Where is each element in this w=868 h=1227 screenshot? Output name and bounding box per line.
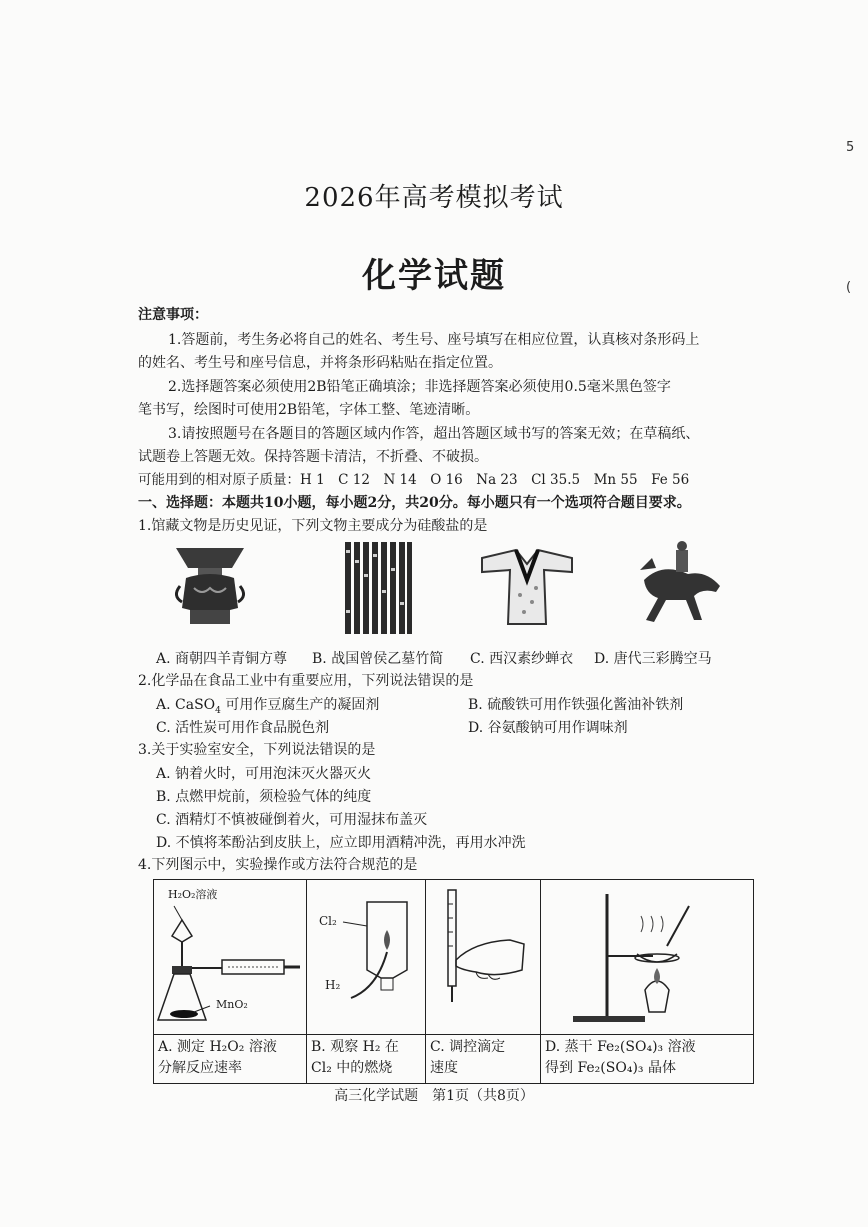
q1-stem: 1.馆藏文物是历史见证，下列文物主要成分为硅酸盐的是 bbox=[138, 518, 488, 534]
notice-item-3b: 试题卷上答题无效。保持答题卡清洁，不折叠、不破损。 bbox=[138, 449, 488, 465]
q2-option-b: B. 硫酸铁可用作铁强化酱油补铁剂 bbox=[468, 697, 684, 713]
notice-item-1b: 的姓名、考生号和座号信息，并将条形码粘贴在指定位置。 bbox=[138, 355, 502, 371]
q2-option-a-post: 可用作豆腐生产的凝固剂 bbox=[225, 697, 380, 713]
q3-option-a: A. 钠着火时，可用泡沫灭火器灭火 bbox=[156, 766, 372, 782]
q2-option-d: D. 谷氨酸钠可用作调味剂 bbox=[468, 720, 628, 736]
q2-option-a-pre: A. CaSO bbox=[156, 697, 216, 713]
label-cl2: Cl₂ bbox=[319, 914, 337, 928]
q4-caption-b-line2: Cl₂ 中的燃烧 bbox=[311, 1060, 393, 1076]
label-mno2: MnO₂ bbox=[216, 998, 248, 1011]
q4-caption-a bbox=[154, 1035, 307, 1084]
q4-caption-c bbox=[426, 1035, 541, 1084]
page-footer: 高三化学试题 第1页（共8页） bbox=[334, 1088, 534, 1104]
q1-option-d: D. 唐代三彩腾空马 bbox=[594, 651, 712, 667]
q1-option-b: B. 战国曾侯乙墓竹简 bbox=[312, 651, 444, 667]
label-h2o2: H₂O₂溶液 bbox=[168, 888, 218, 901]
silk-robe-image bbox=[480, 540, 574, 630]
q2-option-a-sub: 4 bbox=[215, 705, 221, 716]
q4-caption-c-line1: C. 调控滴定 bbox=[430, 1039, 506, 1055]
atomic-masses: 可能用到的相对原子质量：H 1 C 12 N 14 O 16 Na 23 Cl 35.5 Mn 55 Fe 56 bbox=[138, 472, 690, 488]
subject-title: 化学试题 bbox=[362, 256, 506, 296]
q3-option-b: B. 点燃甲烷前，须检验气体的纯度 bbox=[156, 789, 372, 805]
sancai-horse-image bbox=[632, 540, 728, 630]
q4-stem: 4.下列图示中，实验操作或方法符合规范的是 bbox=[138, 857, 418, 873]
q2-option-a bbox=[156, 694, 379, 716]
notice-item-2a: 2.选择题答案必须使用2B铅笔正确填涂；非选择题答案必须使用0.5毫米黑色签字 bbox=[168, 379, 671, 395]
q3-stem: 3.关于实验室安全，下列说法错误的是 bbox=[138, 742, 376, 758]
notice-heading: 注意事项： bbox=[138, 307, 208, 323]
q4-caption-d bbox=[541, 1035, 754, 1084]
q4-figure-table bbox=[153, 879, 754, 1084]
page-edge-mark-mid: ( bbox=[846, 280, 852, 295]
q4-caption-b bbox=[307, 1035, 426, 1084]
notice-item-3a: 3.请按照题号在各题目的答题区域内作答，超出答题区域书写的答案无效；在草稿纸、 bbox=[168, 426, 700, 442]
q4-caption-a-line1: A. 测定 H₂O₂ 溶液 bbox=[158, 1039, 277, 1055]
q4-caption-d-line1: D. 蒸干 Fe₂(SO₄)₃ 溶液 bbox=[545, 1039, 696, 1055]
q2-option-c: C. 活性炭可用作食品脱色剂 bbox=[156, 720, 330, 736]
q3-option-d: D. 不慎将苯酚沾到皮肤上，应立即用酒精冲洗，再用水冲洗 bbox=[156, 835, 526, 851]
q4-caption-b-line1: B. 观察 H₂ 在 bbox=[311, 1039, 399, 1055]
notice-item-2b: 笔书写，绘图时可使用2B铅笔，字体工整、笔迹清晰。 bbox=[138, 402, 480, 418]
apparatus-gas-bottle bbox=[307, 880, 425, 1030]
bronze-zun-image bbox=[172, 540, 248, 630]
q4-caption-c-line2: 速度 bbox=[430, 1060, 458, 1076]
section-1-heading: 一、选择题：本题共10小题，每小题2分，共20分。每小题只有一个选项符合题目要求。 bbox=[138, 495, 691, 511]
apparatus-evaporating-dish bbox=[541, 880, 753, 1030]
bamboo-slips-image bbox=[343, 540, 413, 636]
q4-figure-c bbox=[426, 880, 541, 1035]
q4-figure-b bbox=[307, 880, 426, 1035]
apparatus-burette-hand bbox=[426, 880, 540, 1030]
notice-item-1a: 1.答题前，考生务必将自己的姓名、考生号、座号填写在相应位置，认真核对条形码上 bbox=[168, 332, 700, 348]
label-h2: H₂ bbox=[325, 978, 341, 992]
q4-caption-d-line2: 得到 Fe₂(SO₄)₃ 晶体 bbox=[545, 1060, 676, 1076]
page-edge-mark-top: 5 bbox=[846, 140, 855, 155]
q2-stem: 2.化学品在食品工业中有重要应用，下列说法错误的是 bbox=[138, 673, 474, 689]
q4-figure-d bbox=[541, 880, 754, 1035]
exam-title: 2026年高考模拟考试 bbox=[304, 183, 564, 213]
q1-option-c: C. 西汉素纱蝉衣 bbox=[470, 651, 574, 667]
q1-option-a: A. 商朝四羊青铜方尊 bbox=[156, 651, 288, 667]
q3-option-c: C. 酒精灯不慎被碰倒着火，可用湿抹布盖灭 bbox=[156, 812, 428, 828]
q4-caption-a-line2: 分解反应速率 bbox=[158, 1060, 242, 1076]
q4-figure-a bbox=[154, 880, 307, 1035]
